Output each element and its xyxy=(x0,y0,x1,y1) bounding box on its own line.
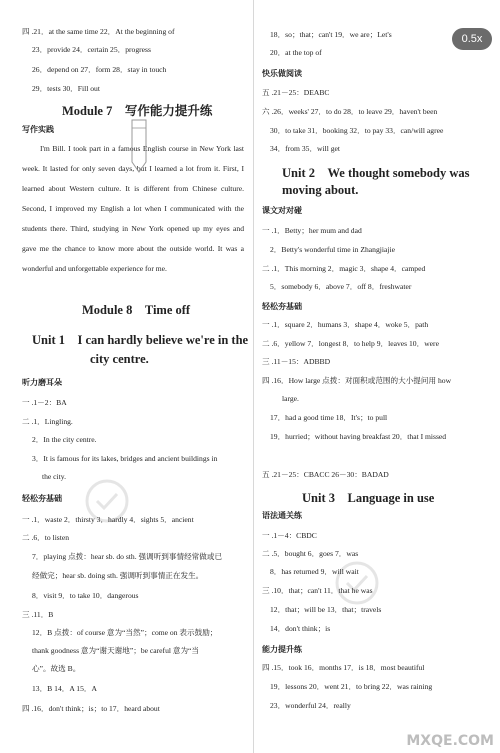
answer-line: 五 .21－25：DEABC xyxy=(262,88,330,97)
answer-line: 8．has returned 9．will wait xyxy=(270,567,359,576)
answer-line: 26．depend on 27．form 28．stay in touch xyxy=(32,65,167,74)
module8-title: Module 8 Time off xyxy=(82,303,191,317)
section-header-basics: 轻松夯基础 xyxy=(22,494,62,503)
pencil-stamp-icon xyxy=(126,116,152,174)
module7-title: Module 7 写作能力提升练 xyxy=(62,104,213,118)
answer-line: 19．hurried；without having breakfast 20．that I missed xyxy=(270,432,447,441)
answer-line: 四 .15．took 16．months 17．is 18．most beautiful xyxy=(262,663,425,672)
answer-line: 二 .1．Lingling. xyxy=(22,417,73,426)
unit2-title-continued: moving about. xyxy=(282,183,359,197)
answer-line: 一 .1．Betty；her mum and dad xyxy=(262,226,362,235)
answer-line: 一 .1．square 2．humans 3．shape 4．woke 5．path xyxy=(262,320,429,329)
answer-line: 7．playing 点拨：hear sb. do sth. 强调听到事情经常做或已 xyxy=(32,552,223,561)
section-header-grammar: 语法通关练 xyxy=(262,511,302,520)
answer-line: 二 .6．yellow 7．longest 8．to help 9．leaves 10．were xyxy=(262,339,439,348)
section-header-ability: 能力提升练 xyxy=(262,645,302,654)
section-header-reading: 快乐做阅读 xyxy=(262,69,302,78)
left-column xyxy=(22,0,252,753)
answer-line: 8．visit 9．to take 10．dangerous xyxy=(32,591,139,600)
section-header-text: 课文对对碰 xyxy=(262,206,302,215)
answer-line: 19．lessons 20．went 21．to bring 22．was raining xyxy=(270,682,433,691)
answer-line: 17．had a good time 18．It's；to pull xyxy=(270,413,388,422)
section-header-writing: 写作实践 xyxy=(22,125,54,134)
answer-line: 23．provide 24．certain 25．progress xyxy=(32,45,151,54)
column-divider xyxy=(253,0,254,753)
unit1-title-continued: city centre. xyxy=(90,352,149,366)
answer-line: 三 .11－15：ADBBD xyxy=(262,357,331,366)
answer-line: 二 .6．to listen xyxy=(22,533,70,542)
answer-line: 四 .16．don't think；is；to 17．heard about xyxy=(22,704,160,713)
right-column xyxy=(262,0,492,753)
answer-line: 二 .5．bought 6．goes 7．was xyxy=(262,549,359,558)
answer-line: 2．In the city centre. xyxy=(32,435,97,444)
answer-line: 心”。故选 B。 xyxy=(32,664,81,673)
answer-line: 2．Betty's wonderful time in Zhangjiajie xyxy=(270,245,395,254)
site-watermark: MXQE.COM xyxy=(406,733,494,749)
unit3-title: Unit 3 Language in use xyxy=(302,491,435,505)
section-header-listening: 听力磨耳朵 xyxy=(22,378,62,387)
answer-line: 34．from 35．will get xyxy=(270,144,341,153)
unit1-title: Unit 1 I can hardly believe we're in the xyxy=(32,333,249,347)
answer-line: 四 .16．How large 点拨：对面积或范围的大小提问用 how xyxy=(262,376,452,385)
answer-line: 13．B 14．A 15．A xyxy=(32,684,97,693)
answer-line: 14．don't think；is xyxy=(270,624,331,633)
answer-line: 18．so；that；can't 19．we are；Let's xyxy=(270,30,392,39)
answer-line: 30．to take 31．booking 32．to pay 33．can/will agree xyxy=(270,126,444,135)
answer-line: 三 .10．that；can't 11．that he was xyxy=(262,586,373,595)
answer-line: 五 .21－25：CBACC 26－30：BADAD xyxy=(262,470,389,479)
answer-line: 一 .1－2：BA xyxy=(22,398,67,407)
answer-line: 四 .21．at the same time 22．At the beginning of xyxy=(22,27,175,36)
answer-line: 经做完；hear sb. doing sth. 强调听到事情正在发生。 xyxy=(32,571,204,580)
answer-line: 一 .1．waste 2．thirsty 3．hardly 4．sights 5．ancient xyxy=(22,515,194,524)
answer-line: 5．somebody 6．above 7．off 8．freshwater xyxy=(270,282,412,291)
answer-line: 12．B 点拨：of course 意为“当然”；come on 表示鼓励； xyxy=(32,628,218,637)
section-header-basics: 轻松夯基础 xyxy=(262,302,302,311)
answer-line: 29．tests 30．Fill out xyxy=(32,84,100,93)
answer-line: 23．wonderful 24．really xyxy=(270,701,351,710)
essay-paragraph: I'm Bill. I took part in a famous English course in New York last week. It lasted for only seven days, but I learned a lot from it. First, I learned about Western culture. It is different from Chinese culture. Second, I improved my English a lot when I communicated with the students there. Third, studying in New York opened up my eyes and gave me the chance to know more about the outside world. It was a wonderful and unforgettable experience for me. xyxy=(22,144,244,273)
answer-line: 六 .26．weeks' 27．to do 28．to leave 29．haven't been xyxy=(262,107,438,116)
answer-line: the city. xyxy=(42,472,66,481)
answer-line: large. xyxy=(282,394,299,403)
answer-line: 三 .11．B xyxy=(22,610,54,619)
zoom-level-button[interactable]: 0.5x xyxy=(452,28,492,50)
answer-line: 12．that；will be 13．that；travels xyxy=(270,605,382,614)
answer-line: 3．It is famous for its lakes, bridges and ancient buildings in xyxy=(32,454,218,463)
answer-line: 二 .1．This morning 2．magic 3．shape 4．camped xyxy=(262,264,426,273)
unit2-title: Unit 2 We thought somebody was xyxy=(282,166,470,180)
answer-line: 一 .1－4：CBDC xyxy=(262,531,317,540)
answer-line: thank goodness 意为“谢天谢地”；be careful 意为“当 xyxy=(32,646,200,655)
answer-line: 20．at the top of xyxy=(270,48,322,57)
